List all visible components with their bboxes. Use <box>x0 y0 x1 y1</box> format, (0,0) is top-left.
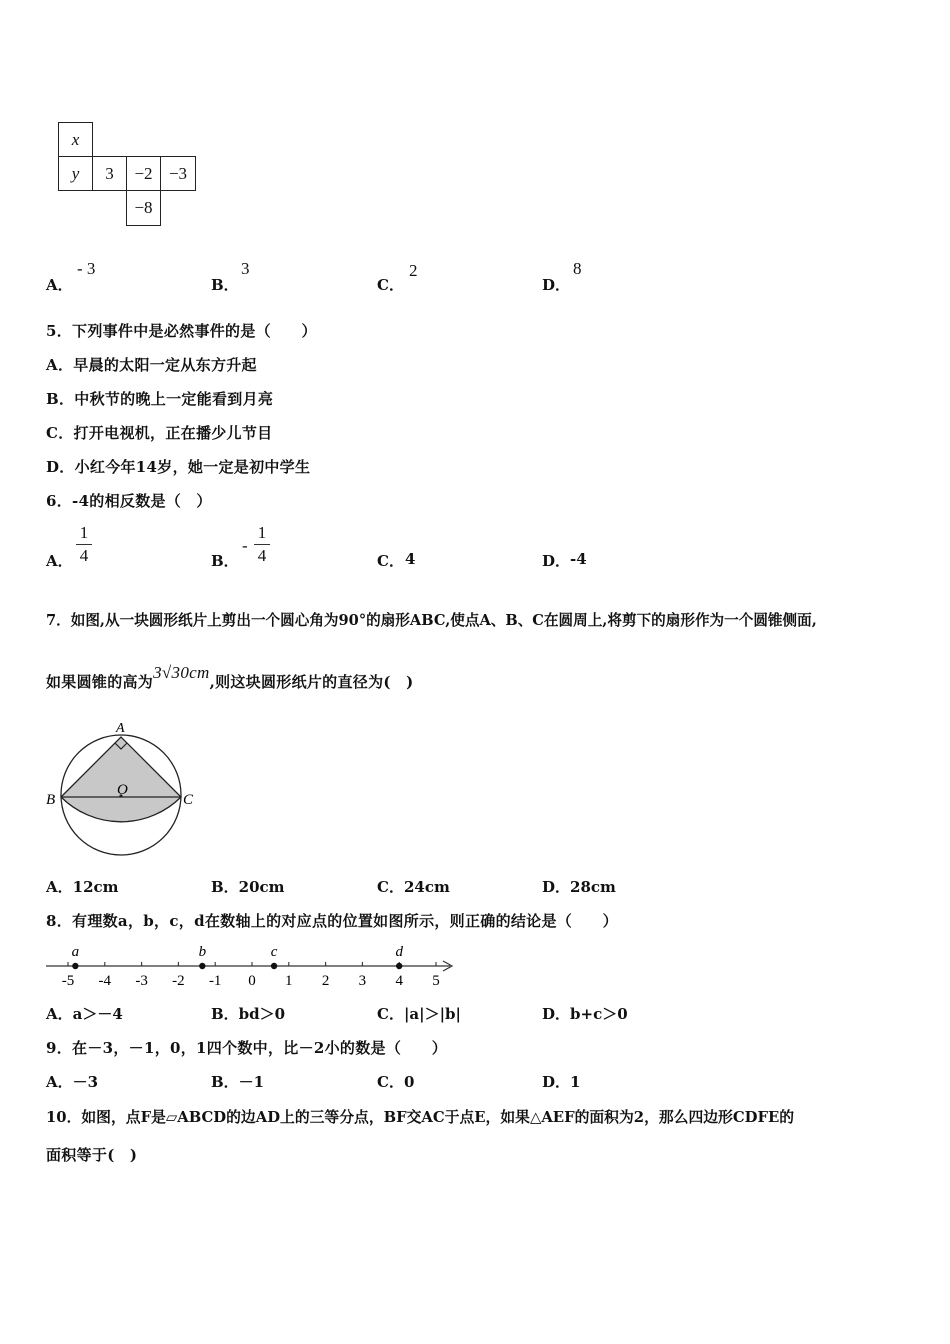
q7-height-expression: 3√30cm <box>153 663 210 682</box>
point-b <box>199 963 205 969</box>
fraction-bar <box>76 544 92 545</box>
q4-option-d-label: D． <box>542 276 571 294</box>
q7-stem-prefix: 如果圆锥的高为 <box>46 673 154 691</box>
table-cell: 3 <box>92 156 127 191</box>
q7-stem-suffix: ,则这块圆形纸片的直径为( ) <box>209 673 414 691</box>
q10-stem-line2: 面积等于( ) <box>46 1146 138 1164</box>
point-label-d: d <box>395 944 403 960</box>
axis-tick-label: -4 <box>98 973 112 989</box>
axis-tick-label: -1 <box>208 973 222 989</box>
q7-stem-line1: 7．如图,从一块圆形纸片上剪出一个圆心角为90°的扇形ABC,使点A、B、C在圆周上,将剪下的扇形作为一个圆锥侧面, <box>46 612 817 629</box>
q8-option-c: C．|a|＞|b| <box>377 1005 461 1023</box>
fraction-denominator: 4 <box>257 546 267 565</box>
q6-option-d-label: D． <box>542 552 571 570</box>
axis-tick-label: 0 <box>248 973 256 989</box>
q9-option-b: B．－1 <box>211 1073 265 1091</box>
axis-tick-label: 3 <box>358 973 367 989</box>
point-a <box>72 963 78 969</box>
point-label-b: b <box>198 944 207 960</box>
q8-stem: 8．有理数a，b，c，d在数轴上的对应点的位置如图所示，则正确的结论是（ ） <box>46 912 618 930</box>
axis-tick-label: -3 <box>135 973 148 989</box>
label-a: A <box>116 721 125 736</box>
q9-option-d: D．1 <box>542 1073 581 1091</box>
fraction-numerator: 1 <box>79 523 89 542</box>
q7-sector-figure <box>40 715 210 865</box>
table-cell: −2 <box>126 156 161 191</box>
point-label-c: c <box>270 944 278 960</box>
q6-option-c-value: 4 <box>405 550 416 568</box>
q7-stem-line2 <box>46 663 414 692</box>
q6-option-d-value: -4 <box>570 550 587 568</box>
q9-option-a: A．－3 <box>46 1073 99 1091</box>
point-label-a: a <box>71 944 80 960</box>
q6-option-c-label: C． <box>377 552 404 570</box>
label-b: B <box>46 792 56 808</box>
q6-option-b-label: B． <box>211 552 239 570</box>
table-cell-below: −8 <box>126 190 161 226</box>
q4-option-a-value: - 3 <box>77 259 96 278</box>
q9-stem: 9．在－3，－1，0，1四个数中，比－2小的数是（ ） <box>46 1039 448 1057</box>
q5-stem: 5．下列事件中是必然事件的是（ ） <box>46 322 317 340</box>
q8-option-d: D．b+c＞0 <box>542 1005 628 1023</box>
q8-number-line <box>40 938 470 992</box>
q7-option-d: D．28cm <box>542 878 616 896</box>
table-cell: −3 <box>160 156 196 191</box>
q6-option-b-fraction <box>254 524 270 565</box>
q6-option-a-fraction <box>76 524 92 565</box>
q8-option-b: B．bd＞0 <box>211 1005 286 1023</box>
axis-tick-label: -5 <box>61 973 75 989</box>
q10-stem-line1: 10．如图，点F是▱ABCD的边AD上的三等分点，BF交AC于点E，如果△AEF的面积为2，那么四边形CDFE的 <box>46 1109 795 1126</box>
table-y-label: y <box>58 156 93 191</box>
q7-option-a: A．12cm <box>46 878 119 896</box>
q4-option-d-value: 8 <box>573 259 582 278</box>
fraction-numerator: 1 <box>257 523 267 542</box>
q4-option-b-value: 3 <box>241 259 250 278</box>
q5-option-c: C．打开电视机，正在播少儿节目 <box>46 424 273 442</box>
point-d <box>396 963 402 969</box>
q7-option-c: C．24cm <box>377 878 450 896</box>
q6-stem: 6．-4的相反数是（ ） <box>46 492 212 510</box>
axis-tick-label: 4 <box>395 973 403 989</box>
q6-option-b-sign: - <box>242 536 248 555</box>
q6-option-a-label: A． <box>46 552 73 570</box>
q4-option-c-value: 2 <box>409 261 418 280</box>
q4-option-c-label: C． <box>377 276 404 294</box>
q4-option-b-label: B． <box>211 276 239 294</box>
q4-option-a-label: A． <box>46 276 73 294</box>
q5-option-a: A．早晨的太阳一定从东方升起 <box>46 356 257 374</box>
q7-option-b: B．20cm <box>211 878 285 896</box>
q8-option-a: A．a＞－4 <box>46 1005 123 1023</box>
q5-option-b: B．中秋节的晚上一定能看到月亮 <box>46 390 274 408</box>
point-c <box>271 963 277 969</box>
fraction-denominator: 4 <box>79 546 89 565</box>
axis-tick-label: 1 <box>285 973 293 989</box>
axis-tick-label: -2 <box>172 973 185 989</box>
axis-tick-label: 2 <box>321 973 330 989</box>
table-x-label: x <box>58 122 93 157</box>
fraction-bar <box>254 544 270 545</box>
label-o: O <box>117 782 128 798</box>
q5-option-d: D．小红今年14岁，她一定是初中学生 <box>46 458 311 476</box>
axis-tick-label: 5 <box>432 973 440 989</box>
label-c: C <box>183 792 194 808</box>
q9-option-c: C．0 <box>377 1073 415 1091</box>
